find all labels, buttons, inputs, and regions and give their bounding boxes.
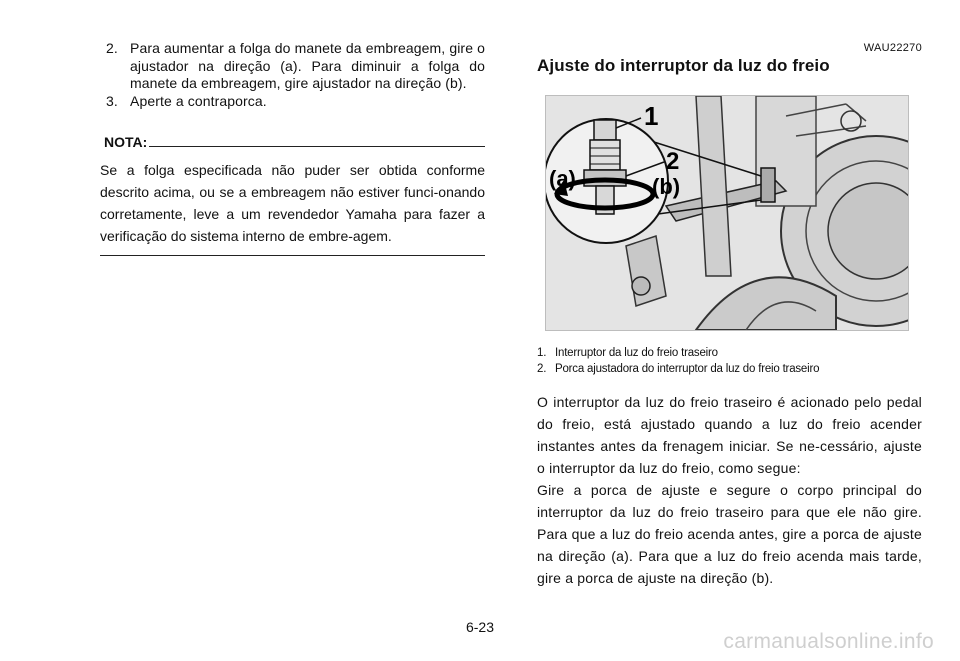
note-end-rule (100, 255, 485, 256)
section-body (537, 391, 922, 589)
step-number: 3. (106, 92, 118, 109)
note-rule (149, 146, 485, 147)
section-code: WAU22270 (863, 42, 922, 54)
label-two: 2 (666, 148, 680, 175)
caption-number: 1. (537, 347, 547, 359)
section-title: Ajuste do interruptor da luz do freio (537, 56, 830, 75)
label-one: 1 (644, 101, 659, 131)
paragraph-1: O interruptor da luz do freio traseiro é acionado pelo pedal do freio, está ajustado quando a luz do freio acender instantes antes da frenagem iniciar. Se ne-cessário, ajuste o interruptor da luz do freio, como segue: (537, 394, 922, 476)
step-number: 2. (106, 40, 118, 56)
figure-captions (537, 345, 922, 377)
caption-text: Interruptor da luz do freio traseiro (555, 347, 718, 359)
paragraph-2: Gire a porca de ajuste e segure o corpo principal do interruptor da luz do freio traseiro para que ele não gire. Para que a luz do freio acenda antes, gire a porca de ajuste na direção (a). Para que a luz do freio acenda mais tarde, gire a porca de ajuste na direção (b). (537, 482, 922, 586)
step-text: Para aumentar a folga do manete da embreagem, gire o ajustador na direção (a). Para diminuir a folga do manete da embreagem, gire ajustador na direção (b). (130, 40, 485, 91)
caption-1 (537, 345, 922, 361)
illustration-drawing (546, 96, 908, 330)
label-b: (b) (652, 174, 681, 199)
caption-text: Porca ajustadora do interruptor da luz do freio traseiro (555, 363, 820, 375)
step-text: Aperte a contraporca. (130, 92, 267, 109)
note-label: NOTA: (104, 134, 148, 150)
note-text: Se a folga especificada não puder ser obtida conforme descrito acima, ou se a embreagem não estiver funci-onando corretamente, leve a um revendedor Yamaha para fazer a verificação do sistema interno de embre-agem. (100, 162, 485, 244)
brake-switch-illustration (545, 95, 909, 331)
step-2 (100, 40, 485, 93)
label-a: (a) (549, 166, 576, 191)
caption-2 (537, 361, 922, 377)
watermark: carmanualsonline.info (723, 630, 934, 653)
right-column (537, 42, 922, 589)
left-column (100, 40, 485, 256)
step-3 (100, 93, 485, 111)
note-heading (100, 134, 485, 150)
page-number: 6-23 (465, 619, 495, 635)
caption-number: 2. (537, 363, 547, 375)
